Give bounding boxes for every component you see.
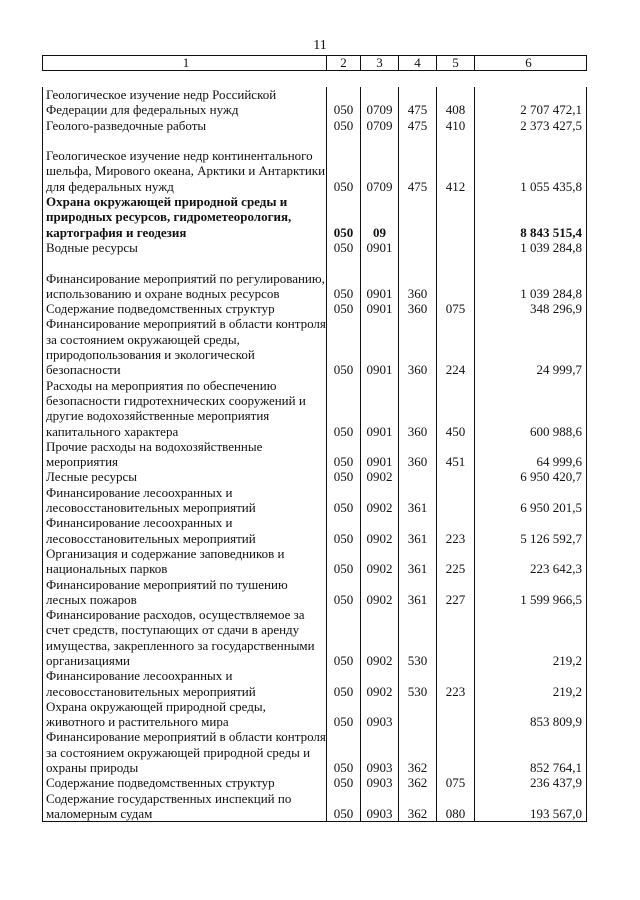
row-amount: 219,2 <box>475 668 587 699</box>
row-ministry-code: 050 <box>327 133 361 194</box>
table-row <box>43 577 587 608</box>
table-row <box>43 791 587 822</box>
row-target-code: 530 <box>399 607 437 668</box>
column-header-3: 3 <box>361 56 399 71</box>
row-name-cell: Финансирование лесоохранных и лесовосстановительных мероприятий <box>43 515 327 546</box>
row-section-code: 0902 <box>361 668 399 699</box>
row-section-code: 0902 <box>361 607 399 668</box>
row-expense-type-code <box>437 240 475 255</box>
row-target-code <box>399 194 437 240</box>
row-expense-type-code: 223 <box>437 515 475 546</box>
table-row <box>43 607 587 668</box>
table-row <box>43 668 587 699</box>
row-section-code: 09 <box>361 194 399 240</box>
row-target-code: 361 <box>399 515 437 546</box>
row-ministry-code: 050 <box>327 255 361 301</box>
row-ministry-code: 050 <box>327 118 361 133</box>
table-row <box>43 240 587 255</box>
row-target-code: 475 <box>399 133 437 194</box>
row-name-cell: Финансирование мероприятий по тушению лесных пожаров <box>43 577 327 608</box>
row-expense-type-code: 451 <box>437 439 475 470</box>
row-amount: 1 039 284,8 <box>475 255 587 301</box>
row-section-code: 0903 <box>361 729 399 775</box>
row-expense-type-code <box>437 255 475 301</box>
column-header-table <box>42 55 587 71</box>
row-name-cell: Содержание подведомственных структур <box>43 301 327 316</box>
row-target-code: 360 <box>399 301 437 316</box>
row-section-code: 0901 <box>361 439 399 470</box>
table-row <box>43 775 587 790</box>
row-name-cell: Геолого-разведочные работы <box>43 118 327 133</box>
row-expense-type-code: 080 <box>437 791 475 822</box>
row-expense-type-code <box>437 469 475 484</box>
row-target-code <box>399 699 437 730</box>
row-amount: 600 988,6 <box>475 378 587 439</box>
row-amount: 8 843 515,4 <box>475 194 587 240</box>
row-expense-type-code <box>437 607 475 668</box>
row-section-code: 0901 <box>361 240 399 255</box>
table-row <box>43 87 587 118</box>
row-target-code: 361 <box>399 485 437 516</box>
column-header-4: 4 <box>399 56 437 71</box>
column-header-1: 1 <box>43 56 327 71</box>
row-ministry-code: 050 <box>327 439 361 470</box>
table-row <box>43 439 587 470</box>
row-section-code: 0709 <box>361 133 399 194</box>
row-expense-type-code: 223 <box>437 668 475 699</box>
row-ministry-code: 050 <box>327 775 361 790</box>
row-ministry-code: 050 <box>327 194 361 240</box>
row-section-code: 0709 <box>361 87 399 118</box>
row-amount: 219,2 <box>475 607 587 668</box>
table-row <box>43 301 587 316</box>
row-amount: 1 039 284,8 <box>475 240 587 255</box>
row-name-cell: Лесные ресурсы <box>43 469 327 484</box>
row-target-code: 362 <box>399 729 437 775</box>
row-target-code: 361 <box>399 577 437 608</box>
row-section-code: 0901 <box>361 255 399 301</box>
row-amount: 853 809,9 <box>475 699 587 730</box>
row-name-cell: Финансирование лесоохранных и лесовосстановительных мероприятий <box>43 668 327 699</box>
page-number: 11 <box>313 38 327 53</box>
table-row <box>43 194 587 240</box>
row-expense-type-code: 412 <box>437 133 475 194</box>
row-target-code: 361 <box>399 546 437 577</box>
table-row <box>43 255 587 301</box>
row-amount: 6 950 201,5 <box>475 485 587 516</box>
row-target-code: 530 <box>399 668 437 699</box>
row-name-cell: Прочие расходы на водохозяйственные мероприятия <box>43 439 327 470</box>
row-expense-type-code: 075 <box>437 301 475 316</box>
row-amount: 6 950 420,7 <box>475 469 587 484</box>
row-name-cell: Охрана окружающей природной среды, животного и растительного мира <box>43 699 327 730</box>
row-amount: 2 373 427,5 <box>475 118 587 133</box>
row-ministry-code: 050 <box>327 729 361 775</box>
column-header-2: 2 <box>327 56 361 71</box>
row-expense-type-code: 227 <box>437 577 475 608</box>
row-amount: 236 437,9 <box>475 775 587 790</box>
row-ministry-code: 050 <box>327 515 361 546</box>
row-target-code: 475 <box>399 87 437 118</box>
row-ministry-code: 050 <box>327 607 361 668</box>
row-section-code: 0903 <box>361 699 399 730</box>
row-ministry-code: 050 <box>327 87 361 118</box>
row-amount: 24 999,7 <box>475 316 587 377</box>
row-amount: 64 999,6 <box>475 439 587 470</box>
row-section-code: 0902 <box>361 515 399 546</box>
row-amount: 223 642,3 <box>475 546 587 577</box>
column-header-row <box>43 56 587 71</box>
column-header-6: 6 <box>475 56 587 71</box>
row-ministry-code: 050 <box>327 485 361 516</box>
table-row <box>43 118 587 133</box>
row-section-code: 0903 <box>361 791 399 822</box>
row-expense-type-code <box>437 194 475 240</box>
row-amount: 1 599 966,5 <box>475 577 587 608</box>
row-ministry-code: 050 <box>327 240 361 255</box>
row-section-code: 0903 <box>361 775 399 790</box>
row-expense-type-code: 224 <box>437 316 475 377</box>
table-row <box>43 699 587 730</box>
table-row <box>43 378 587 439</box>
table-row <box>43 469 587 484</box>
row-target-code: 362 <box>399 791 437 822</box>
row-target-code: 360 <box>399 439 437 470</box>
row-amount: 348 296,9 <box>475 301 587 316</box>
row-amount: 852 764,1 <box>475 729 587 775</box>
row-name-cell: Финансирование мероприятий по регулированию, использованию и охране водных ресурсов <box>43 255 327 301</box>
row-section-code: 0902 <box>361 546 399 577</box>
row-expense-type-code: 075 <box>437 775 475 790</box>
row-ministry-code: 050 <box>327 791 361 822</box>
row-name-cell: Финансирование мероприятий в области контроля за состоянием окружающей природной среды и охраны природы <box>43 729 327 775</box>
row-target-code: 360 <box>399 255 437 301</box>
row-ministry-code: 050 <box>327 668 361 699</box>
row-name-cell: Расходы на мероприятия по обеспечению безопасности гидротехнических сооружений и другие водохозяйственные мероприятия капитального характера <box>43 378 327 439</box>
row-expense-type-code: 450 <box>437 378 475 439</box>
row-amount: 193 567,0 <box>475 791 587 822</box>
row-expense-type-code <box>437 699 475 730</box>
row-ministry-code: 050 <box>327 469 361 484</box>
row-ministry-code: 050 <box>327 316 361 377</box>
row-name-cell: Финансирование лесоохранных и лесовосстановительных мероприятий <box>43 485 327 516</box>
column-header-5: 5 <box>437 56 475 71</box>
row-ministry-code: 050 <box>327 546 361 577</box>
row-target-code <box>399 240 437 255</box>
table-row <box>43 485 587 516</box>
row-name-cell: Водные ресурсы <box>43 240 327 255</box>
table-row <box>43 546 587 577</box>
row-target-code: 360 <box>399 316 437 377</box>
row-target-code <box>399 469 437 484</box>
row-name-cell: Организация и содержание заповедников и национальных парков <box>43 546 327 577</box>
row-section-code: 0902 <box>361 469 399 484</box>
row-expense-type-code: 410 <box>437 118 475 133</box>
row-expense-type-code: 225 <box>437 546 475 577</box>
row-expense-type-code: 408 <box>437 87 475 118</box>
table-row <box>43 316 587 377</box>
row-expense-type-code <box>437 729 475 775</box>
row-section-code: 0709 <box>361 118 399 133</box>
row-ministry-code: 050 <box>327 699 361 730</box>
budget-table-body <box>43 87 587 822</box>
row-name-cell: Содержание подведомственных структур <box>43 775 327 790</box>
row-section-code: 0902 <box>361 577 399 608</box>
row-target-code: 360 <box>399 378 437 439</box>
row-ministry-code: 050 <box>327 301 361 316</box>
row-amount: 5 126 592,7 <box>475 515 587 546</box>
row-section-code: 0901 <box>361 301 399 316</box>
row-name-cell: Содержание государственных инспекций по маломерным судам <box>43 791 327 822</box>
budget-table <box>42 87 587 822</box>
row-name-cell: Финансирование мероприятий в области контроля за состоянием окружающей среды, природопользования и экологической безопасности <box>43 316 327 377</box>
row-section-code: 0901 <box>361 316 399 377</box>
table-row <box>43 729 587 775</box>
row-amount: 2 707 472,1 <box>475 87 587 118</box>
row-name-cell: Геологическое изучение недр континентального шельфа, Мирового океана, Арктики и Антарктики для федеральных нужд <box>43 133 327 194</box>
table-row <box>43 515 587 546</box>
row-ministry-code: 050 <box>327 577 361 608</box>
row-section-code: 0901 <box>361 378 399 439</box>
row-ministry-code: 050 <box>327 378 361 439</box>
row-name-cell: Финансирование расходов, осуществляемое за счет средств, поступающих от сдачи в аренду имущества, закрепленного за государственными организациями <box>43 607 327 668</box>
table-row <box>43 133 587 194</box>
row-name-cell: Геологическое изучение недр Российской Федерации для федеральных нужд <box>43 87 327 118</box>
row-target-code: 475 <box>399 118 437 133</box>
row-target-code: 362 <box>399 775 437 790</box>
row-section-code: 0902 <box>361 485 399 516</box>
row-expense-type-code <box>437 485 475 516</box>
row-amount: 1 055 435,8 <box>475 133 587 194</box>
row-name-cell: Охрана окружающей природной среды и природных ресурсов, гидрометеорология, картография и геодезия <box>43 194 327 240</box>
